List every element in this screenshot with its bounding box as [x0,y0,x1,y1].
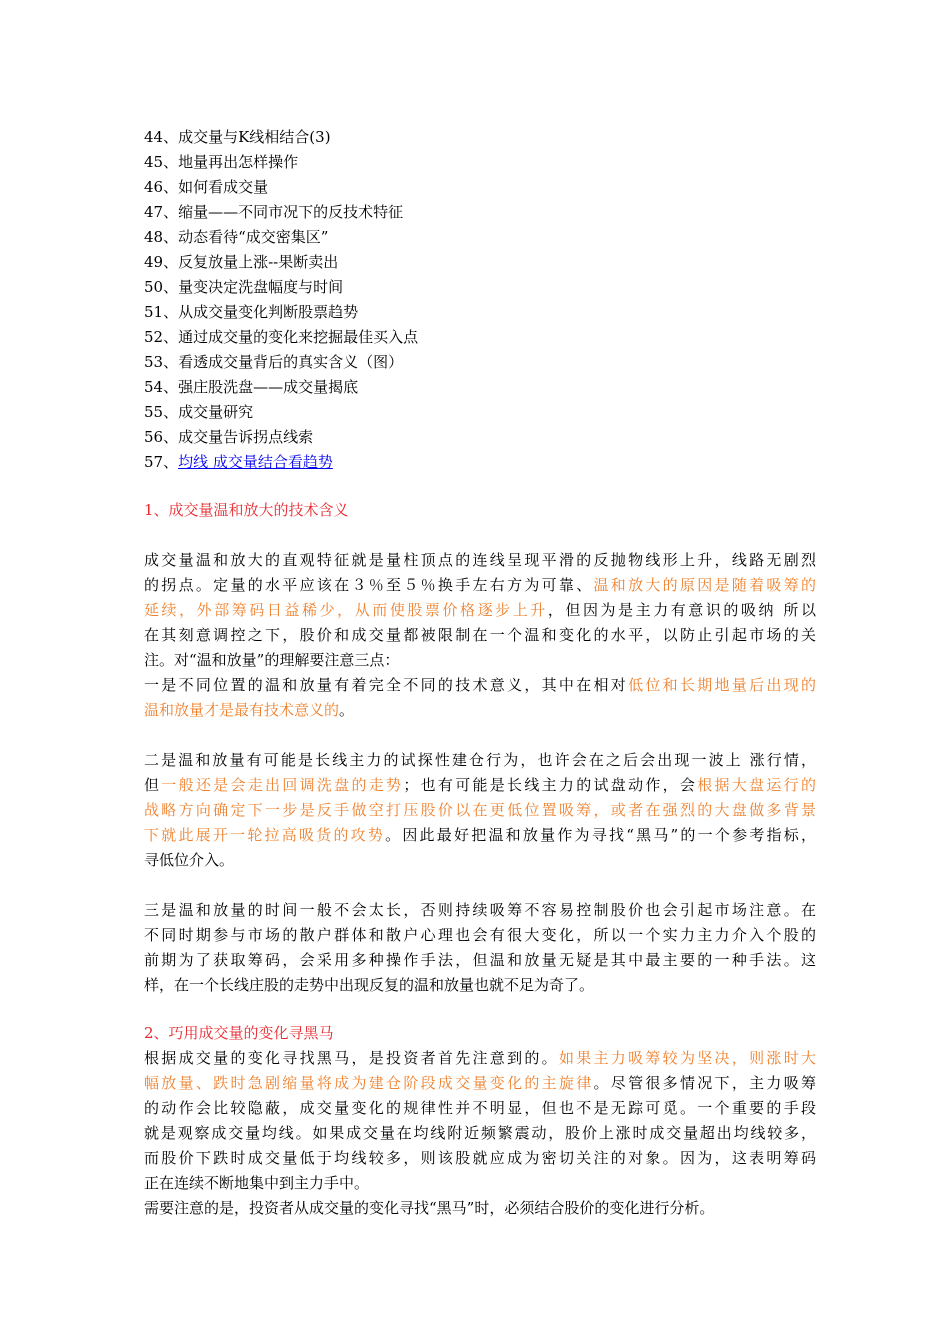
text-run: ，但因为是主力有意识的吸纳 所以 [547,601,816,619]
section-1-paragraph-1 [144,548,816,723]
text-line: 寻低位介入。 [144,851,235,869]
toc-item: 49、反复放量上涨--果断卖出 [144,253,339,271]
text-line: 二是温和放量有可能是长线主力的试探性建仓行为，也许会在之后会出现一波上 涨行情， [144,751,816,769]
highlighted-text: 根据大盘运行的 [697,776,816,794]
text-line: 的动作会比较隐蔽，成交量变化的规律性并不明显，但也不是无踪可觅。一个重要的手段 [144,1099,816,1117]
toc-item: 48、动态看待“成交密集区” [144,228,329,246]
text-line [144,698,816,723]
toc-item: 44、成交量与K线相结合(3) [144,128,331,146]
text-line: 三是温和放量的时间一般不会太长，否则持续吸筹不容易控制股价也会引起市场注意。在 [144,901,816,919]
toc-item: 52、通过成交量的变化来挖掘最佳买入点 [144,328,419,346]
text-line [144,673,816,698]
toc-number: 57、 [144,453,179,471]
section-2-heading: 2、巧用成交量的变化寻黑马 [144,1024,334,1042]
toc-item: 53、看透成交量背后的真实含义（图） [144,353,404,371]
text-line: 正在连续不断地集中到主力手中。 [144,1174,370,1192]
highlighted-text: 一般还是会走出回调洗盘的走势 [161,776,404,794]
text-line: 注。对“温和放量”的理解要注意三点： [144,651,400,669]
toc-item: 54、强庄股洗盘——成交量揭底 [144,378,359,396]
highlighted-line: 战略方向确定下一步是反手做空打压股价以在更低位置吸筹，或者在强烈的大盘做多背景 [144,801,816,819]
text-run: 的拐点。定量的水平应该在３％至５％换手左右方为可靠、 [144,576,594,594]
toc-item: 50、量变决定洗盘幅度与时间 [144,278,344,296]
text-line: 样，在一个长线庄股的走势中出现反复的温和放量也就不足为奇了。 [144,976,595,994]
text-line [144,1046,816,1071]
highlighted-text: 如果主力吸筹较为坚决，则涨时大 [558,1049,816,1067]
highlighted-text: 下就此展开一轮拉高吸货的攻势 [144,826,386,844]
text-line: 前期为了获取筹码，会采用多种操作手法，但温和放量无疑是其中最主要的一种手法。这 [144,951,816,969]
toc-link-ma-volume-trend[interactable]: 均线 成交量结合看趋势 [178,453,333,471]
toc-item: 46、如何看成交量 [144,178,269,196]
text-line: 成交量温和放大的直观特征就是量柱顶点的连线呈现平滑的反抛物线形上升，线路无剧烈 [144,551,816,569]
toc-item-linked [144,450,824,475]
text-run: 。因此最好把温和放量作为寻找“黑马”的一个参考指标， [385,826,816,844]
toc-item: 56、成交量告诉拐点线索 [144,428,314,446]
text-line: 需要注意的是，投资者从成交量的变化寻找“黑马”时，必须结合股价的变化进行分析。 [144,1199,715,1217]
section-1-paragraph-2 [144,748,816,873]
highlighted-text: 温和放大的原因是随着吸筹的 [593,576,816,594]
text-run: 。尽管很多情况下，主力吸筹 [593,1074,816,1092]
text-line [144,598,816,623]
text-line [144,823,816,848]
text-line [144,573,816,598]
toc-item: 55、成交量研究 [144,403,254,421]
text-run: 一是不同位置的温和放量有着完全不同的技术意义，其中在相对 [144,676,629,694]
toc-item: 51、从成交量变化判断股票趋势 [144,303,359,321]
section-2-paragraph-1 [144,1046,816,1221]
text-run: ；也有可能是长线主力的试盘动作，会 [403,776,698,794]
toc-item: 45、地量再出怎样操作 [144,153,299,171]
table-of-contents [144,125,824,475]
text-line: 就是观察成交量均线。如果成交量在均线附近频繁震动，股价上涨时成交量超出均线较多， [144,1124,816,1142]
highlighted-text: 低位和长期地量后出现的 [628,676,816,694]
highlighted-text: 温和放量才是最有技术意义的 [144,701,340,719]
text-line [144,773,816,798]
text-line [144,1071,816,1096]
text-line: 在其刻意调控之下，股价和成交量都被限制在一个温和变化的水平，以防止引起市场的关 [144,626,816,644]
text-line: 而股价下跌时成交量低于均线较多，则该股就应成为密切关注的对象。因为，这表明筹码 [144,1149,816,1167]
toc-item: 47、缩量——不同市况下的反技术特征 [144,203,404,221]
text-line: 不同时期参与市场的散户群体和散户心理也会有很大变化，所以一个实力主力介入个股的 [144,926,816,944]
text-run: 但 [144,776,162,794]
text-run: 根据成交量的变化寻找黑马，是投资者首先注意到的。 [144,1049,559,1067]
highlighted-text: 幅放量、跌时急剧缩量将成为建仓阶段成交量变化的主旋律 [144,1074,594,1092]
text-run: 。 [339,701,355,719]
highlighted-text: 延续，外部筹码日益稀少，从而使股票价格逐步上升 [144,601,548,619]
section-1-paragraph-3 [144,898,816,998]
section-1-heading: 1、成交量温和放大的技术含义 [144,501,349,519]
